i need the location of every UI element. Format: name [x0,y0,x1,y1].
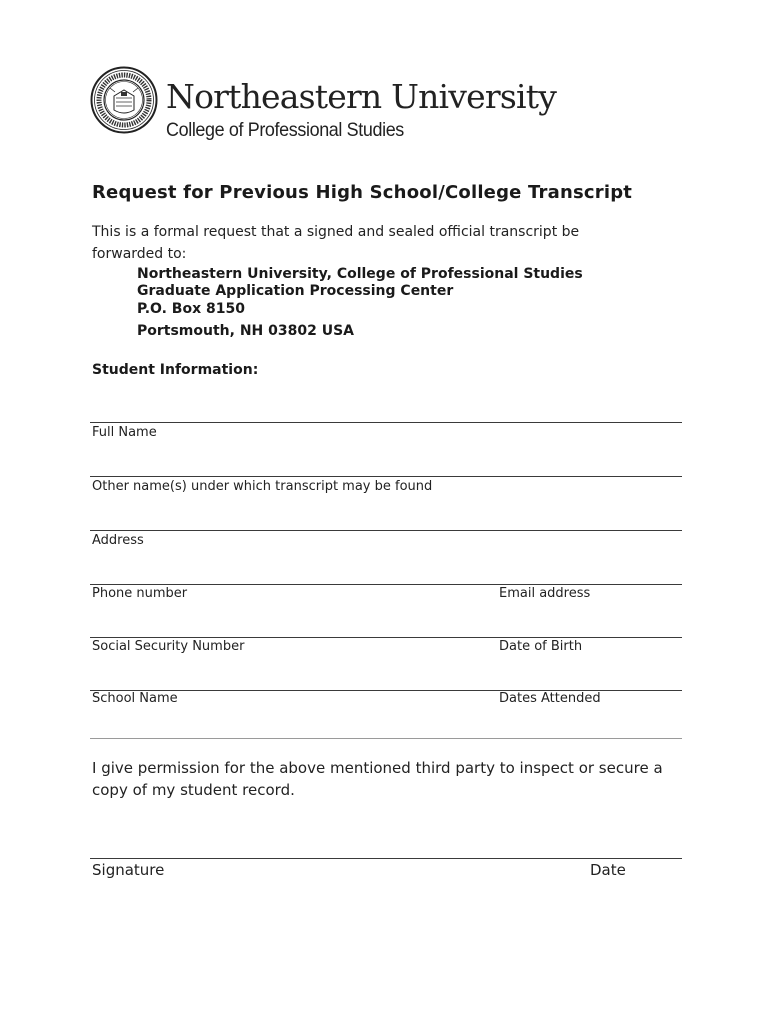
address-label: Address [92,533,144,548]
other-names-field[interactable] [90,476,682,477]
permission-statement: I give permission for the above mentioned third party to inspect or secure a copy of my student record. [92,759,663,799]
dates-attended-label: Dates Attended [499,691,601,706]
date-label: Date [590,861,626,879]
address-line-3: P.O. Box 8150 [137,301,245,317]
address-line-2: Graduate Application Processing Center [137,283,454,299]
signature-label: Signature [92,861,165,879]
ssn-label: Social Security Number [92,639,245,654]
address-line-1: Northeastern University, College of Professional Studies [137,266,583,282]
full-name-field[interactable] [90,422,682,423]
address-field[interactable] [90,530,682,531]
student-info-heading: Student Information: [92,362,259,378]
intro-text: This is a formal request that a signed and sealed official transcript be forwarded to: [92,224,580,262]
ssn-dob-field[interactable] [90,637,682,638]
email-label: Email address [499,586,591,601]
form-title: Request for Previous High School/College Transcript [92,182,633,203]
divider [90,738,682,739]
other-names-label: Other name(s) under which transcript may be found [92,479,433,494]
dob-label: Date of Birth [499,639,583,654]
college-name: College of Professional Studies [166,119,404,141]
school-name-label: School Name [92,691,178,706]
phone-email-field[interactable] [90,584,682,585]
signature-field[interactable] [90,858,682,859]
full-name-label: Full Name [92,425,157,440]
university-name: Northeastern University [166,77,557,116]
phone-label: Phone number [92,586,188,601]
university-seal-logo [90,66,158,134]
address-line-4: Portsmouth, NH 03802 USA [137,323,355,339]
